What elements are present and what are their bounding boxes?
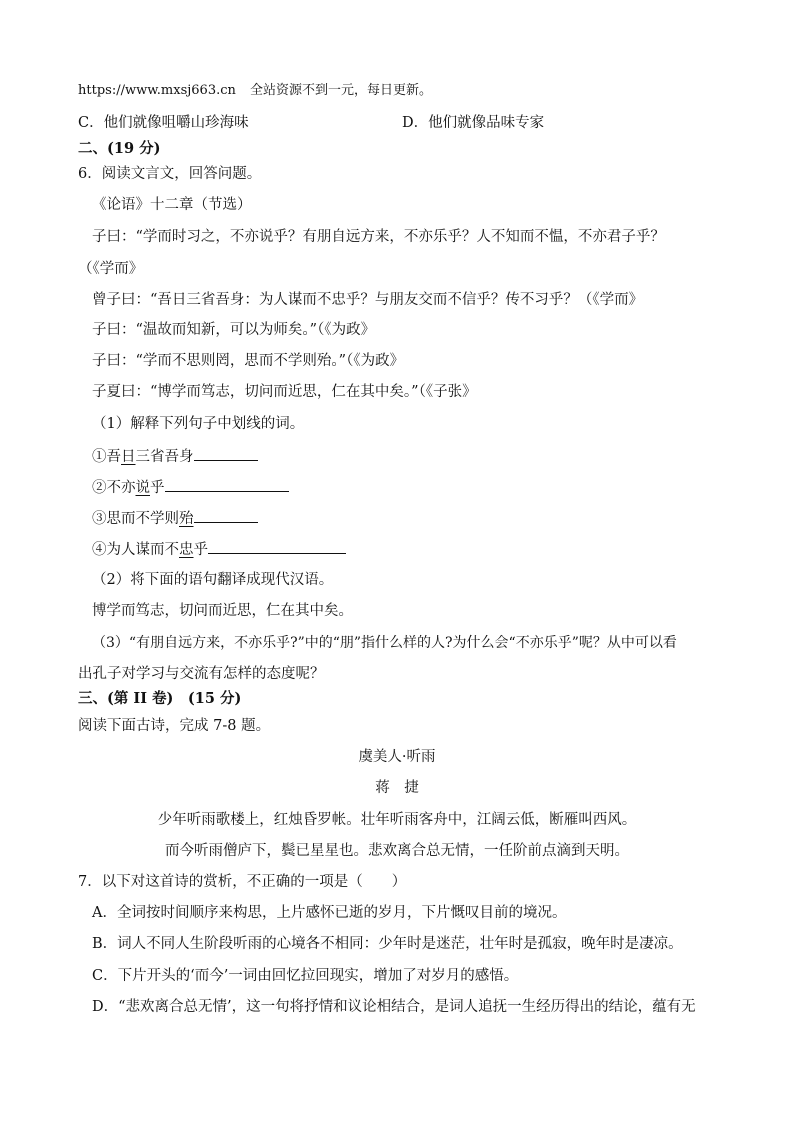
sub-question-3: （3）“有朋自远方来，不亦乐乎?”中的“朋”指什么样的人?为什么会“不亦乐乎”呢？从中可以看: [92, 635, 677, 651]
q7-option-a: A．全词按时间顺序来构思，上片感怀已逝的岁月，下片慨叹目前的境况。: [92, 905, 567, 921]
section3-heading: 三、(第 II 卷) (15 分): [78, 690, 242, 707]
passage-line: 子曰：“温故而知新，可以为师矣。”（《为政》: [92, 322, 376, 338]
answer-blank[interactable]: [194, 508, 258, 523]
poem-line: 少年听雨歌楼上，红烛昏罗帐。壮年听雨客舟中，江阔云低，断雁叫西风。: [157, 812, 637, 828]
page-header: [78, 81, 432, 101]
passage-line: 曾子曰：“吾日三省吾身：为人谋而不忠乎？与朋友交而不信乎？传不习乎？（《学而》: [92, 292, 644, 308]
answer-blank[interactable]: [208, 539, 346, 554]
header-note: 全站资源不到一元，每日更新。: [250, 83, 433, 98]
passage-line: （《学而》: [78, 261, 144, 277]
translate-sentence: 博学而笃志，切问而近思，仁在其中矣。: [92, 603, 353, 619]
sub-question-2: （2）将下面的语句翻译成现代汉语。: [92, 572, 334, 588]
passage-title: 《论语》十二章（节选）: [92, 197, 252, 213]
vocab-item: ③思而不学则殆: [92, 508, 258, 529]
poem-title: 虞美人·听雨: [358, 749, 436, 765]
q7-option-d: D．“悲欢离合总无情’，这一句将抒情和议论相结合，是词人追抚一生经历得出的结论，蕴有无: [92, 999, 696, 1015]
sub-question-3-cont: 出孔子对学习与交流有怎样的态度呢？: [78, 666, 325, 682]
q7-option-b: B．词人不同人生阶段听雨的心境各不相同：少年时是迷茫，壮年时是孤寂，晚年时是凄凉。: [92, 936, 683, 952]
q7-option-c: C．下片开头的‘而今’一词由回忆拉回现实，增加了对岁月的感悟。: [92, 968, 519, 984]
q5-option-d: D．他们就像品味专家: [402, 115, 545, 131]
q6-stem: 6．阅读文言文，回答问题。: [78, 166, 262, 182]
q7-stem: 7．以下对这首诗的赏析，不正确的一项是（ ）: [78, 874, 407, 890]
section3-intro: 阅读下面古诗，完成 7-8 题。: [78, 718, 271, 734]
vocab-item: ①吾日三省吾身: [92, 446, 258, 467]
passage-line: 子夏曰：“博学而笃志，切问而近思，仁在其中矣。”（《子张》: [92, 384, 477, 400]
passage-line: 子曰：“学而时习之，不亦说乎？有朋自远方来，不亦乐乎？人不知而不愠，不亦君子乎？: [92, 229, 665, 245]
poem-line: 而今听雨僧庐下，鬓已星星也。悲欢离合总无情，一任阶前点滴到天明。: [165, 843, 629, 859]
vocab-item: ②不亦说乎: [92, 477, 289, 498]
answer-blank[interactable]: [194, 446, 258, 461]
q5-option-c: C．他们就像咀嚼山珍海味: [78, 115, 249, 131]
sub-question-1: （1）解释下列句子中划线的词。: [92, 416, 305, 432]
answer-blank[interactable]: [165, 477, 289, 492]
poem-author: 蒋 捷: [375, 780, 419, 796]
passage-line: 子曰：“学而不思则罔，思而不学则殆。”（《为政》: [92, 353, 405, 369]
header-url: https://www.mxsj663.cn: [78, 83, 236, 98]
section2-heading: 二、(19 分): [78, 140, 161, 157]
vocab-item: ④为人谋而不忠乎: [92, 539, 346, 560]
